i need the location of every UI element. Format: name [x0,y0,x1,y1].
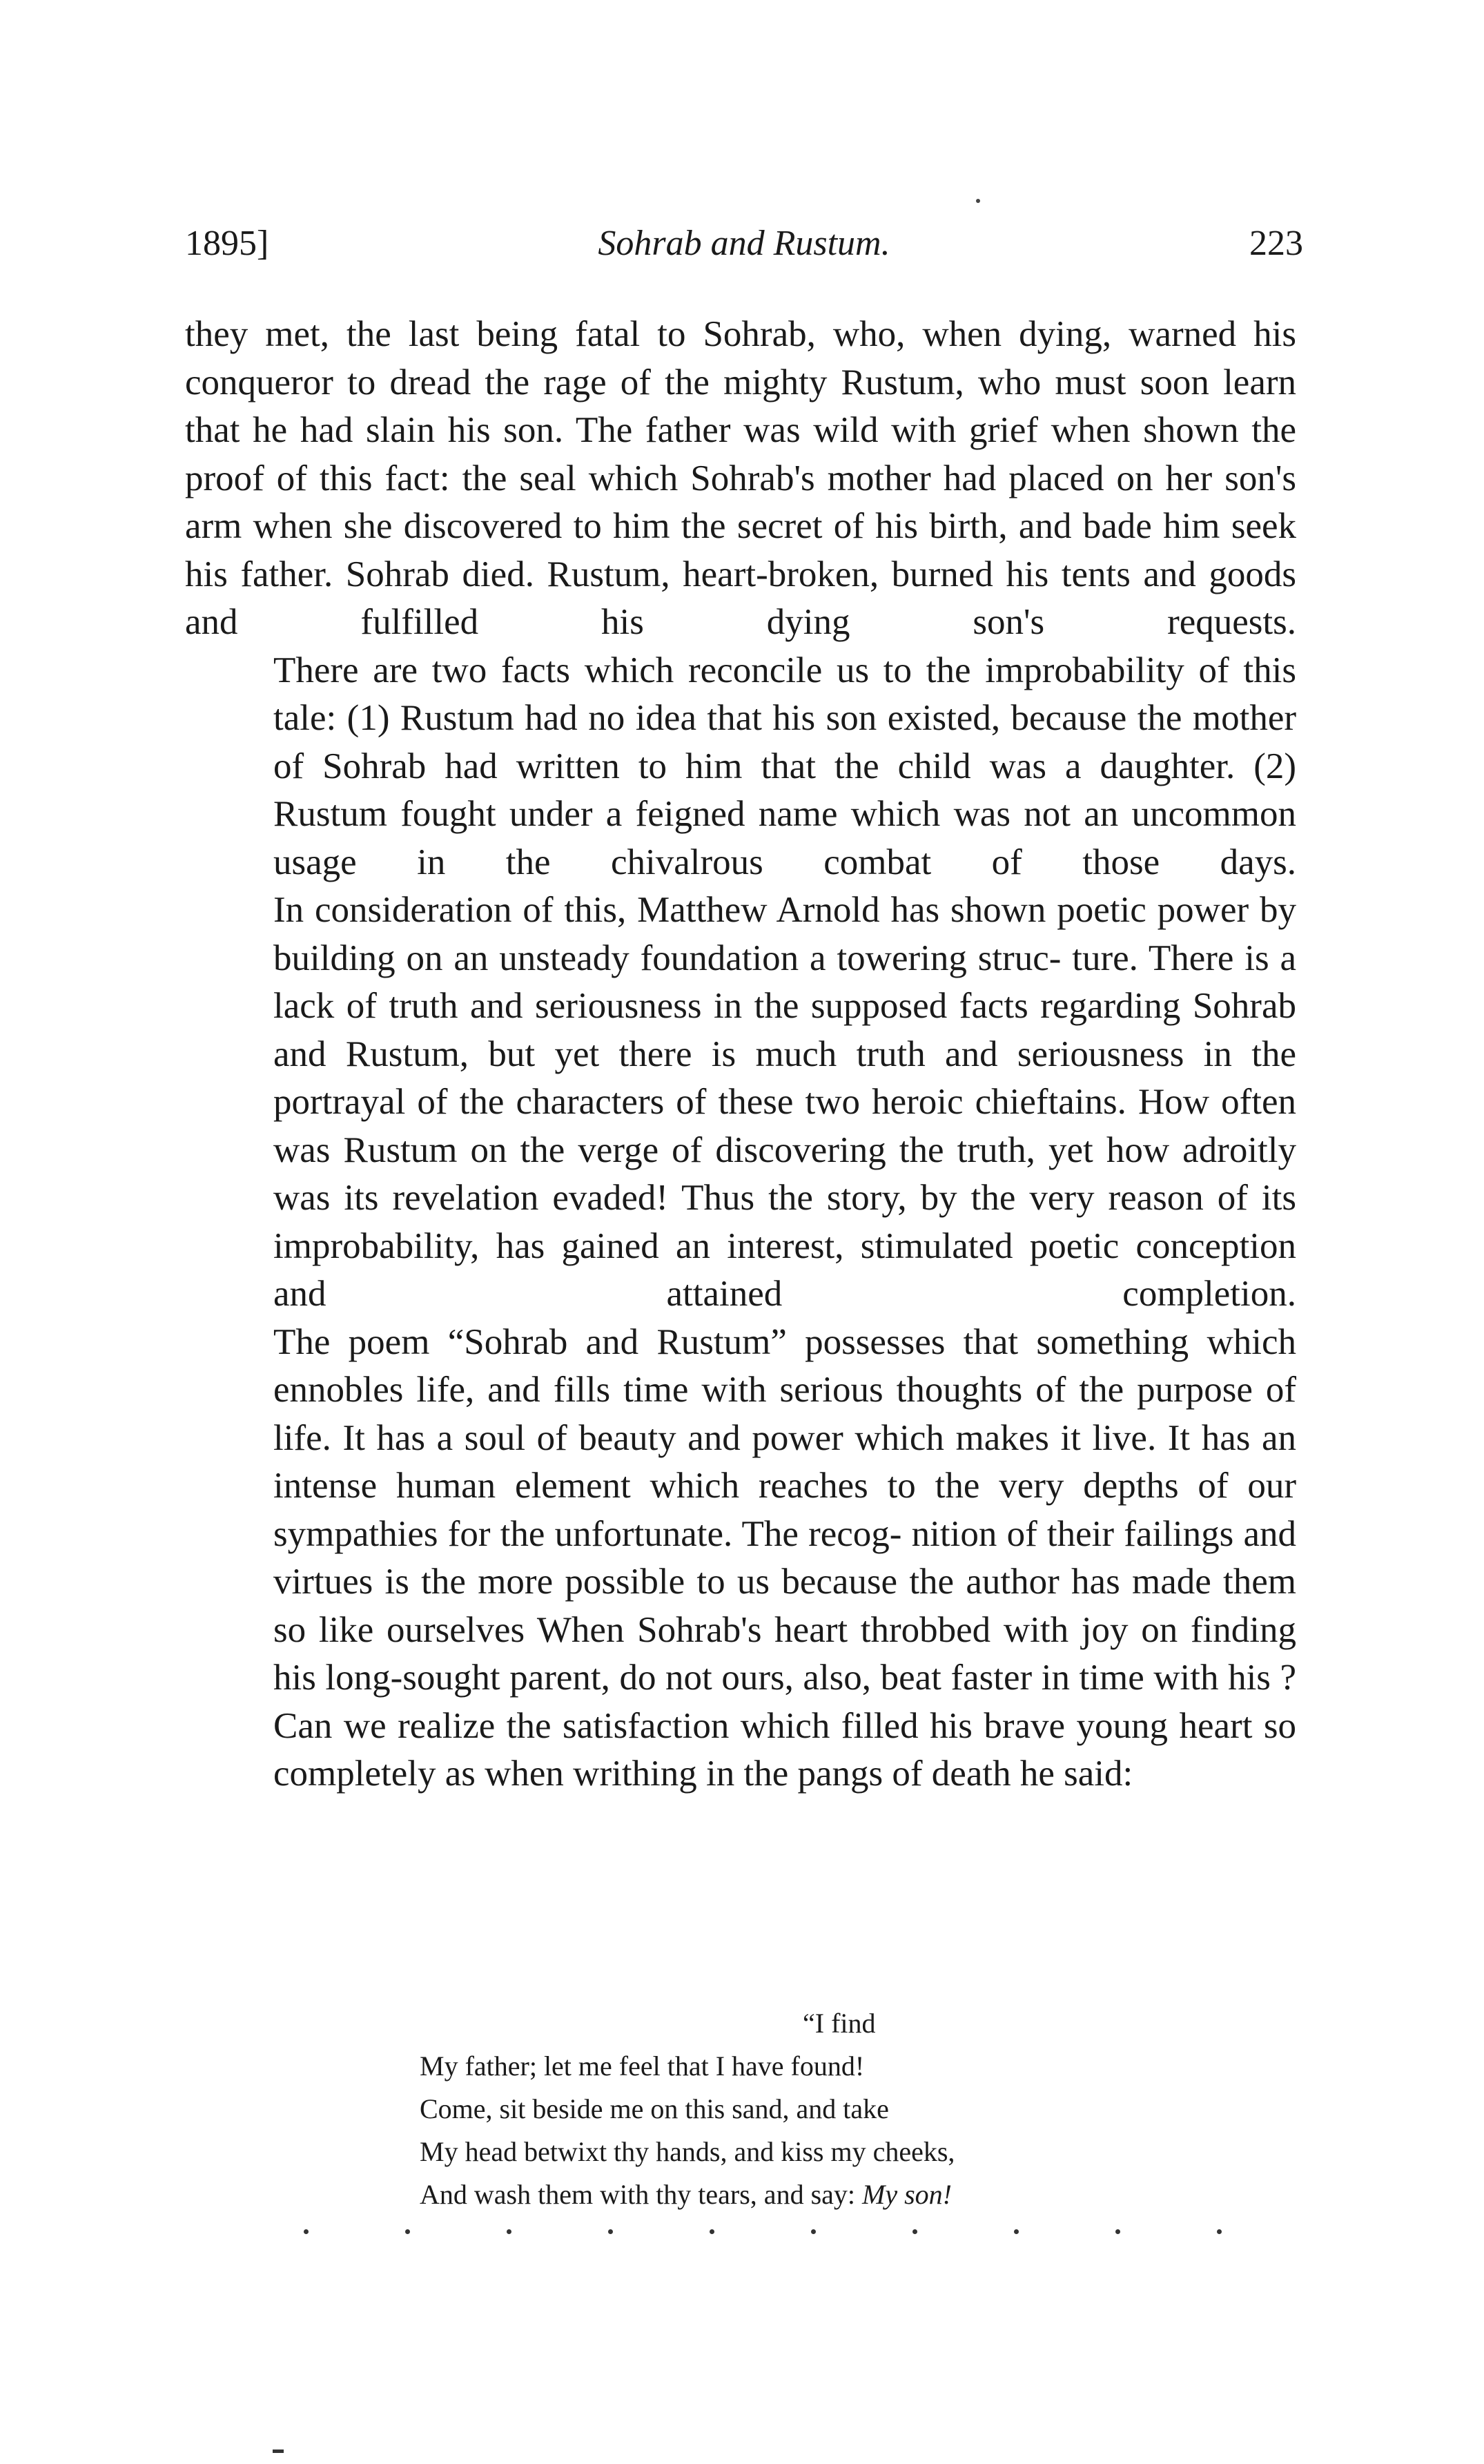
text-line: was a daughter. (2) Rustum fought under a feigned name [273,746,1297,834]
verse-line: My father; let me feel that I have found! [420,2050,865,2082]
verse-emphasis: My son! [862,2179,952,2210]
text-line: discovering the truth, yet how adroitly was its revelation [273,1129,1297,1218]
text-line: which ennobles life, and fills time with serious thoughts of the [273,1321,1296,1410]
text-line: parent, do not ours, also, beat faster in time with his ? Can we [273,1658,1297,1746]
ellipsis-dot [608,2229,613,2234]
text-line: who must soon learn that he had slain his son. The father was [185,362,1296,450]
text-line: purpose of life. It has a soul of beauty and power which makes [273,1370,1297,1458]
paragraph-4 [185,1319,1296,1798]
text-line: because the mother of Sohrab had written to him that the child [273,698,1297,786]
text-line: heroic chieftains. How often was Rustum on the verge of [273,1082,1297,1170]
paragraph-3 [185,886,1296,1319]
text-line: completion. [1122,1274,1296,1314]
verse-line: My head betwixt thy hands, and kiss my cheeks, [420,2136,955,2167]
text-line: wild with grief when shown the proof of this fact: the seal [185,410,1296,498]
verse-text: And wash them with thy tears, and say: [420,2179,862,2210]
body-text [185,311,1296,1798]
text-line: The poem “Sohrab and Rustum” possesses that something [273,1321,1189,1362]
running-header [185,220,1303,268]
text-line: which was not an uncommon usage in the chivalrous combat of [273,794,1297,882]
text-line: realize the satisfaction which filled his brave young heart so [398,1705,1296,1746]
text-line: discovered to him the secret of his birth, and bade him seek his [185,506,1296,594]
ellipsis-dot [811,2229,816,2234]
page-number: 223 [1249,224,1303,263]
paragraph-2 [185,647,1296,887]
ellipsis-dot [507,2229,511,2234]
text-line: There are two facts which reconcile us to the improbability [273,650,1184,690]
text-line: Sohrab's heart throbbed with joy on finding his long-sought [273,1609,1297,1698]
text-line: has gained an interest, stimulated poetic conception and attained [273,1225,1296,1314]
ellipsis-dot [710,2229,714,2234]
ellipsis-dot [1217,2229,1222,2234]
text-line: In consideration of this, Matthew Arnold has shown poetic [273,890,1146,930]
print-mark [273,2450,284,2453]
header-year: 1895] [185,224,269,263]
header-title: Sohrab and Rustum. [598,224,890,263]
text-line: facts regarding Sohrab and Rustum, but yet there is much truth [273,986,1296,1074]
text-line: very depths of our sympathies for the unfortunate. The recog- [273,1466,1296,1554]
text-line: and seriousness in the portrayal of the characters of these two [273,1034,1296,1122]
text-line: completely as when writhing in the pangs of death he said: [273,1754,1133,1794]
text-line: father. Sohrab died. Rustum, heart-broken, burned his tents [240,554,1131,594]
text-line: because the author has made them so like ourselves When [273,1562,1297,1650]
ellipsis-dot [1115,2229,1120,2234]
text-line: which Sohrab's mother had placed on her son's arm when she [185,458,1296,546]
ellipsis-dot [912,2229,917,2234]
text-line: ture. There is a lack of truth and seriousness in the supposed [273,938,1297,1026]
verse-quotation [420,2002,1165,2216]
verse-line: “I find [803,2008,876,2039]
ellipsis-row [304,2224,1222,2238]
ellipsis-dot [1014,2229,1019,2234]
text-line: they met, the last being fatal to Sohrab, who, when dying, [185,314,1112,354]
text-line: power by building on an unsteady foundation a towering struc- [273,890,1296,978]
text-line: nition of their failings and virtues is the more possible to us [273,1513,1296,1602]
ellipsis-dot [405,2229,410,2234]
text-line: of this tale: (1) Rustum had no idea that his son existed, [273,650,1297,738]
ellipsis-dot [304,2229,309,2234]
paragraph-1 [185,311,1296,647]
print-speck [976,199,980,203]
text-line: evaded! Thus the story, by the very reason of its improbability, [273,1178,1296,1266]
text-line: those days. [1082,842,1296,882]
text-line: and goods and fulfilled his dying son's requests. [185,554,1297,642]
text-line: warned his conqueror to dread the rage of the mighty Rustum, [185,314,1296,402]
verse-line: Come, sit beside me on this sand, and take [420,2093,889,2124]
text-line: it live. It has an intense human element which reaches to the [273,1417,1296,1506]
verse-line-last [420,2173,1165,2216]
